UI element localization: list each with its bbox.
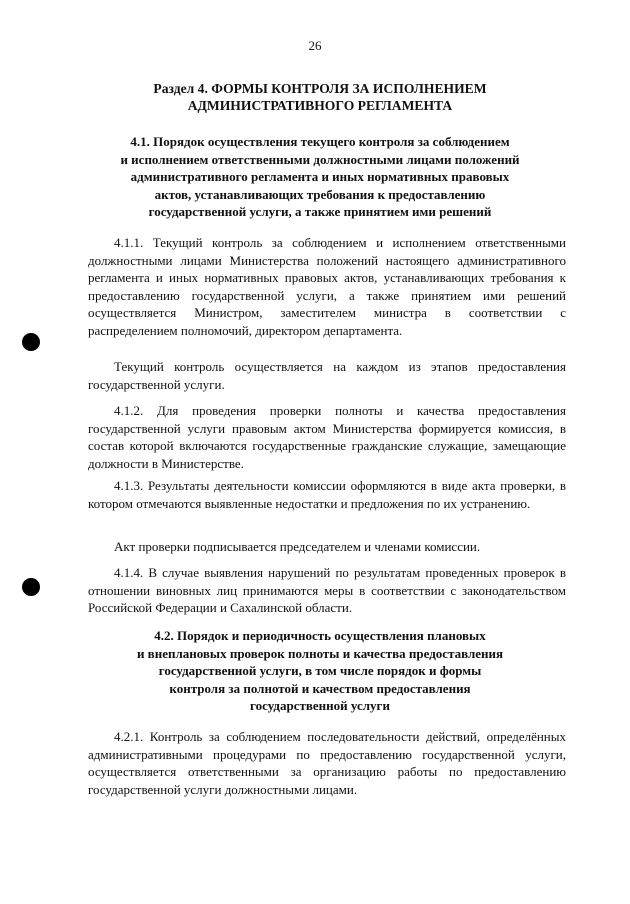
section-title <box>100 80 540 114</box>
page-number: 26 <box>308 38 322 53</box>
paragraph-4-1-4: 4.1.4. В случае выявления нарушений по результатам проведенных проверок в отношении виновных лиц принимаются меры в соответствии с законодательством Российской Федерации и Сахалинской области. <box>88 565 566 615</box>
paragraph-current-control: Текущий контроль осуществляется на каждом из этапов предоставления государственной услуги. <box>88 359 566 392</box>
paragraph-4-1-3: 4.1.3. Результаты деятельности комиссии оформляются в виде акта проверки, в котором отмечаются выявленные недостатки и предложения по их устранению. <box>88 478 566 511</box>
subsection-title-line: и внеплановых проверок полноты и качества предоставления <box>136 645 504 661</box>
subsection-title-line: и исполнением ответственными должностными лицами положений <box>120 151 520 167</box>
paragraph-act-signing: Акт проверки подписывается председателем и членами комиссии. <box>114 539 481 554</box>
subsection-title-line: государственной услуги, в том числе порядок и формы <box>158 663 482 678</box>
subsection-title-line: 4.2. Порядок и периодичность осуществления плановых <box>154 628 486 643</box>
paragraph-4-1-1: 4.1.1. Текущий контроль за соблюдением и исполнением ответственными должностными лицами Министерства положений настоящего административного регламента и иных нормативных правовых актов, устанавливающих требования к предоставлению государственной услуги, а также принятием ими решений осуществляется Министром, заместителем министра в соответствии с распределением полномочий, директором департамента. <box>88 235 566 338</box>
section-title-line: Раздел 4. ФОРМЫ КОНТРОЛЯ ЗА ИСПОЛНЕНИЕМ <box>153 81 487 96</box>
subsection-title-line: административного регламента и иных нормативных правовых <box>130 169 510 184</box>
paragraph-4-1-2: 4.1.2. Для проведения проверки полноты и качества предоставления государственной услуги правовым актом Министерства формируется комиссия, в состав которой включаются государственные гражданские служащие, замещающие должности в Министерстве. <box>88 403 566 471</box>
subsection-title-line: 4.1. Порядок осуществления текущего контроля за соблюдением <box>130 134 510 149</box>
subsection-title-line: государственной услуги, а также принятием ими решений <box>148 204 492 219</box>
subsection-4-1-title <box>90 133 550 221</box>
subsection-4-2-title <box>90 627 550 715</box>
subsection-title-line: государственной услуги <box>250 698 390 713</box>
punch-hole-bottom <box>22 578 40 596</box>
paragraph-4-2-1: 4.2.1. Контроль за соблюдением последовательности действий, определённых административными процедурами по предоставлению государственной услуги, осуществляется ответственными за организацию работы по предоставлению государственной услуги должностными лицами. <box>88 729 566 797</box>
subsection-title-line: контроля за полнотой и качеством предоставления <box>169 680 471 696</box>
section-title-line: АДМИНИСТРАТИВНОГО РЕГЛАМЕНТА <box>187 98 453 113</box>
punch-hole-top <box>22 333 40 351</box>
subsection-title-line: актов, устанавливающих требования к предоставлению <box>154 186 486 202</box>
